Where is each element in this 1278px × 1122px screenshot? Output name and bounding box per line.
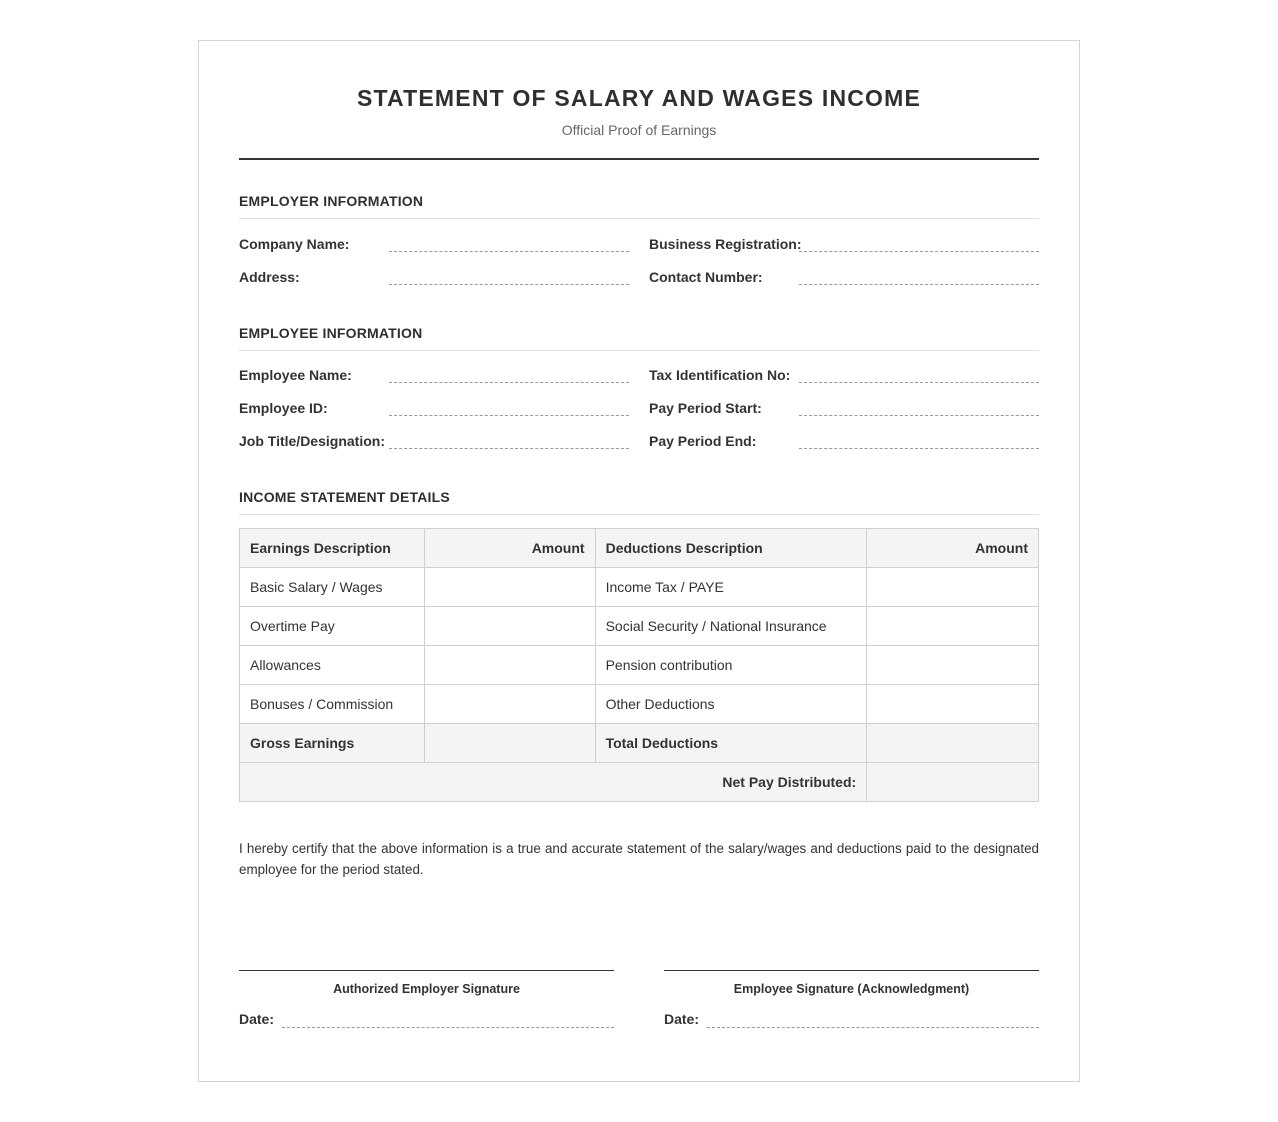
earning-amount-cell[interactable]: [424, 685, 595, 724]
document-page: [198, 40, 1080, 1082]
table-row: [240, 607, 1039, 646]
address-field: [239, 267, 629, 289]
totals-row: [240, 724, 1039, 763]
earning-label: Bonuses / Commission: [240, 685, 425, 724]
gross-earnings-label: Gross Earnings: [240, 724, 425, 763]
employee-date-field: [664, 1010, 1039, 1032]
table-row: [240, 568, 1039, 607]
employee-signature-line[interactable]: [664, 970, 1039, 971]
employee-name-label: Employee Name:: [239, 367, 352, 383]
table-row: [240, 646, 1039, 685]
pay-period-end-input[interactable]: [799, 448, 1039, 449]
employee-section-title: EMPLOYEE INFORMATION: [239, 325, 1039, 351]
employee-id-field: [239, 398, 629, 420]
employee-id-input[interactable]: [389, 415, 629, 416]
earning-amount-cell[interactable]: [424, 568, 595, 607]
deduction-amount-cell[interactable]: [867, 568, 1039, 607]
employer-date-input[interactable]: [282, 1027, 614, 1028]
employee-name-input[interactable]: [389, 382, 629, 383]
earning-amount-cell[interactable]: [424, 607, 595, 646]
contact-number-label: Contact Number:: [649, 269, 763, 285]
deduction-label: Social Security / National Insurance: [595, 607, 867, 646]
document-subtitle: Official Proof of Earnings: [561, 122, 717, 138]
deduction-label: Pension contribution: [595, 646, 867, 685]
business-registration-input[interactable]: [799, 251, 1039, 252]
header-divider: [239, 158, 1039, 160]
deduction-label: Other Deductions: [595, 685, 867, 724]
employee-signature-block: [664, 970, 1039, 1032]
pay-period-end-label: Pay Period End:: [649, 433, 757, 449]
employee-id-label: Employee ID:: [239, 400, 328, 416]
company-name-label: Company Name:: [239, 236, 350, 252]
contact-number-field: [649, 267, 1039, 289]
deduction-amount-cell[interactable]: [867, 685, 1039, 724]
gross-earnings-amount-cell[interactable]: [424, 724, 595, 763]
contact-number-input[interactable]: [799, 284, 1039, 285]
total-deductions-label: Total Deductions: [595, 724, 867, 763]
employee-date-input[interactable]: [707, 1027, 1039, 1028]
certification-statement: I hereby certify that the above information is a true and accurate statement of the salary/wages and deductions paid to the designated employee for the period stated.: [239, 841, 1039, 877]
company-name-field: [239, 234, 629, 256]
tax-id-label: Tax Identification No:: [649, 367, 791, 383]
address-label: Address:: [239, 269, 300, 285]
employee-signature-caption: Employee Signature (Acknowledgment): [733, 982, 970, 996]
net-pay-label: Net Pay Distributed:: [240, 763, 867, 802]
deduction-amount-cell[interactable]: [867, 607, 1039, 646]
table-row: [240, 685, 1039, 724]
tax-id-input[interactable]: [799, 382, 1039, 383]
document-title: STATEMENT OF SALARY AND WAGES INCOME: [356, 85, 922, 111]
pay-period-end-field: [649, 431, 1039, 453]
earning-amount-cell[interactable]: [424, 646, 595, 685]
total-deductions-amount-cell[interactable]: [867, 724, 1039, 763]
address-input[interactable]: [389, 284, 629, 285]
earning-label: Basic Salary / Wages: [240, 568, 425, 607]
tax-id-field: [649, 365, 1039, 387]
business-registration-label: Business Registration:: [649, 236, 802, 252]
employer-signature-caption: Authorized Employer Signature: [333, 982, 520, 996]
employer-date-label: Date:: [239, 1011, 275, 1027]
deductions-amount-header: Amount: [867, 529, 1039, 568]
employee-name-field: [239, 365, 629, 387]
income-table: [239, 528, 1039, 802]
earnings-amount-header: Amount: [424, 529, 595, 568]
pay-period-start-label: Pay Period Start:: [649, 400, 762, 416]
employer-signature-block: [239, 970, 614, 1032]
business-registration-field: [649, 234, 1039, 256]
employer-section-title: EMPLOYER INFORMATION: [239, 193, 1039, 219]
employer-signature-line[interactable]: [239, 970, 614, 971]
net-pay-amount-cell[interactable]: [867, 763, 1039, 802]
earning-label: Allowances: [240, 646, 425, 685]
income-section-title: INCOME STATEMENT DETAILS: [239, 489, 1039, 515]
earnings-description-header: Earnings Description: [240, 529, 425, 568]
deduction-label: Income Tax / PAYE: [595, 568, 867, 607]
deductions-description-header: Deductions Description: [595, 529, 867, 568]
pay-period-start-field: [649, 398, 1039, 420]
table-header-row: [240, 529, 1039, 568]
net-pay-row: [240, 763, 1039, 802]
job-title-field: [239, 431, 629, 453]
earning-label: Overtime Pay: [240, 607, 425, 646]
pay-period-start-input[interactable]: [799, 415, 1039, 416]
job-title-label: Job Title/Designation:: [239, 433, 385, 449]
company-name-input[interactable]: [389, 251, 629, 252]
employee-date-label: Date:: [664, 1011, 700, 1027]
employer-date-field: [239, 1010, 614, 1032]
job-title-input[interactable]: [389, 448, 629, 449]
deduction-amount-cell[interactable]: [867, 646, 1039, 685]
